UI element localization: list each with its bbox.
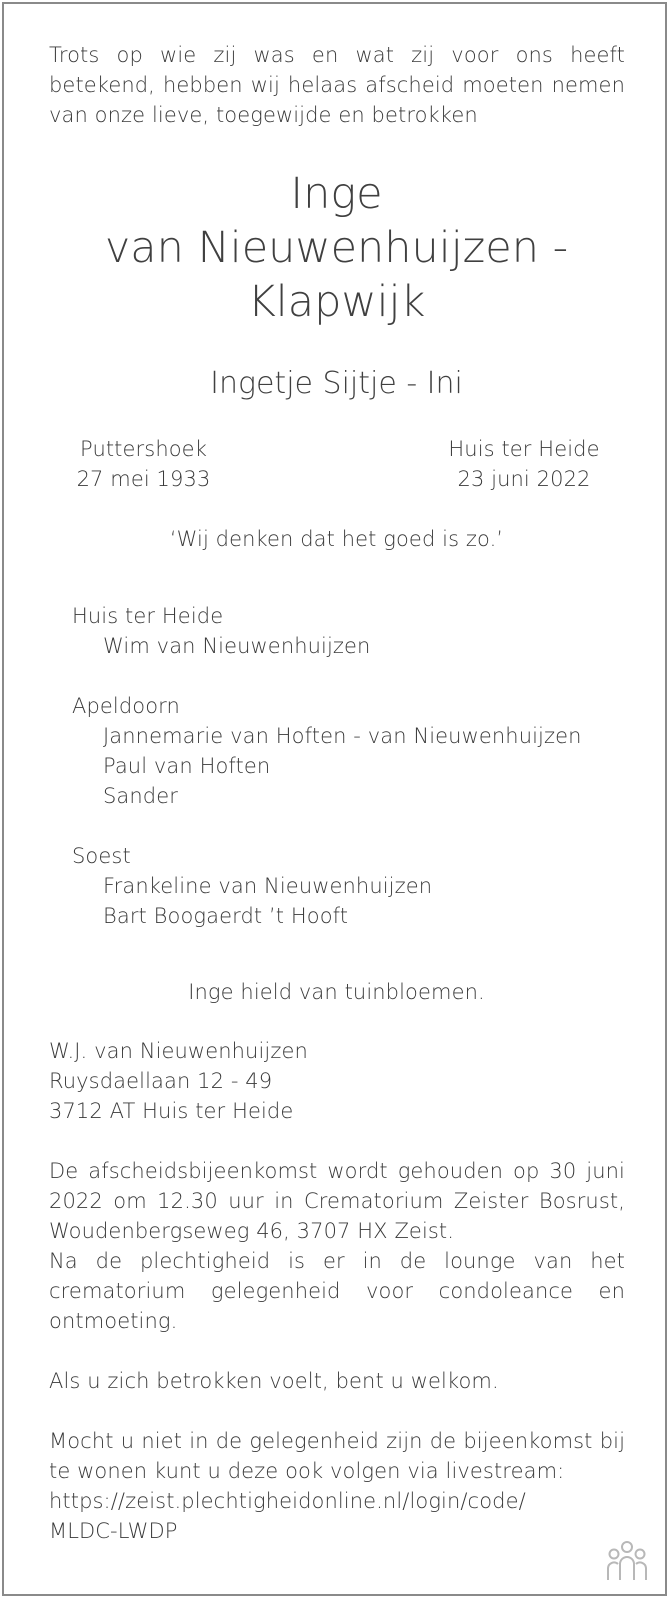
livestream-url-line: https://zeist.plechtigheidonline.nl/login/code/ [49,1489,526,1513]
birth-date: 27 mei 1933 [76,467,211,491]
correspondence-address [49,1036,625,1126]
family-member: Frankeline van Nieuwenhuijzen [103,874,433,898]
family-place: Apeldoorn [72,694,180,718]
address-city: 3712 AT Huis ter Heide [49,1099,294,1123]
livestream-code: MLDC-LWDP [49,1519,178,1543]
family-place: Soest [72,844,131,868]
family-place: Huis ter Heide [72,604,224,628]
family-member: Bart Boogaerdt ’t Hooft [103,904,349,928]
family-group [72,601,642,661]
family-member: Paul van Hoften [103,754,271,778]
name-line-maiden: Klapwijk [247,277,426,327]
ceremony-info [49,1156,625,1336]
obituary-card [2,2,667,1596]
birth-info [66,434,221,494]
livestream-info [49,1426,625,1546]
address-street: Ruysdaellaan 12 - 49 [49,1069,273,1093]
deceased-name [4,167,669,329]
livestream-text: Mocht u niet in de gelegenheid zijn de bijeenkomst bij te wonen kunt u deze ook volgen via livestream: [49,1429,625,1483]
welcome-note: Als u zich betrokken voelt, bent u welkom. [49,1369,499,1393]
ceremony-details: De afscheidsbijeenkomst wordt gehouden op 30 juni 2022 om 12.30 uur in Crematorium Zeister Bosrust, Woudenbergseweg 46, 3707 HX Zeist. [49,1159,625,1243]
quote: ‘Wij denken dat het goed is zo.’ [169,527,504,551]
people-group-icon [603,1540,651,1582]
death-place: Huis ter Heide [448,437,600,461]
family-member: Jannemarie van Hoften - van Nieuwenhuijzen [103,724,582,748]
family-member: Sander [103,784,178,808]
family-group [72,841,642,931]
condolence-details: Na de plechtigheid is er in de lounge van het crematorium gelegenheid voor condoleance en ontmoeting. [49,1249,625,1333]
full-given-names: Ingetje Sijtje - Ini [210,366,463,401]
birth-place: Puttershoek [80,437,207,461]
death-info [439,434,609,494]
family-list [72,601,642,961]
name-line-first: Inge [290,169,383,219]
name-line-surname: van Nieuwenhuijzen - [104,223,569,273]
intro-text: Trots op wie zij was en wat zij voor ons heeft betekend, hebben wij helaas afscheid moeten nemen van onze lieve, toegewijde en betrokken [49,43,625,127]
flowers-note: Inge hield van tuinbloemen. [188,980,485,1004]
address-name: W.J. van Nieuwenhuijzen [49,1039,308,1063]
family-group [72,691,642,811]
death-date: 23 juni 2022 [457,467,591,491]
family-member: Wim van Nieuwenhuijzen [103,634,371,658]
